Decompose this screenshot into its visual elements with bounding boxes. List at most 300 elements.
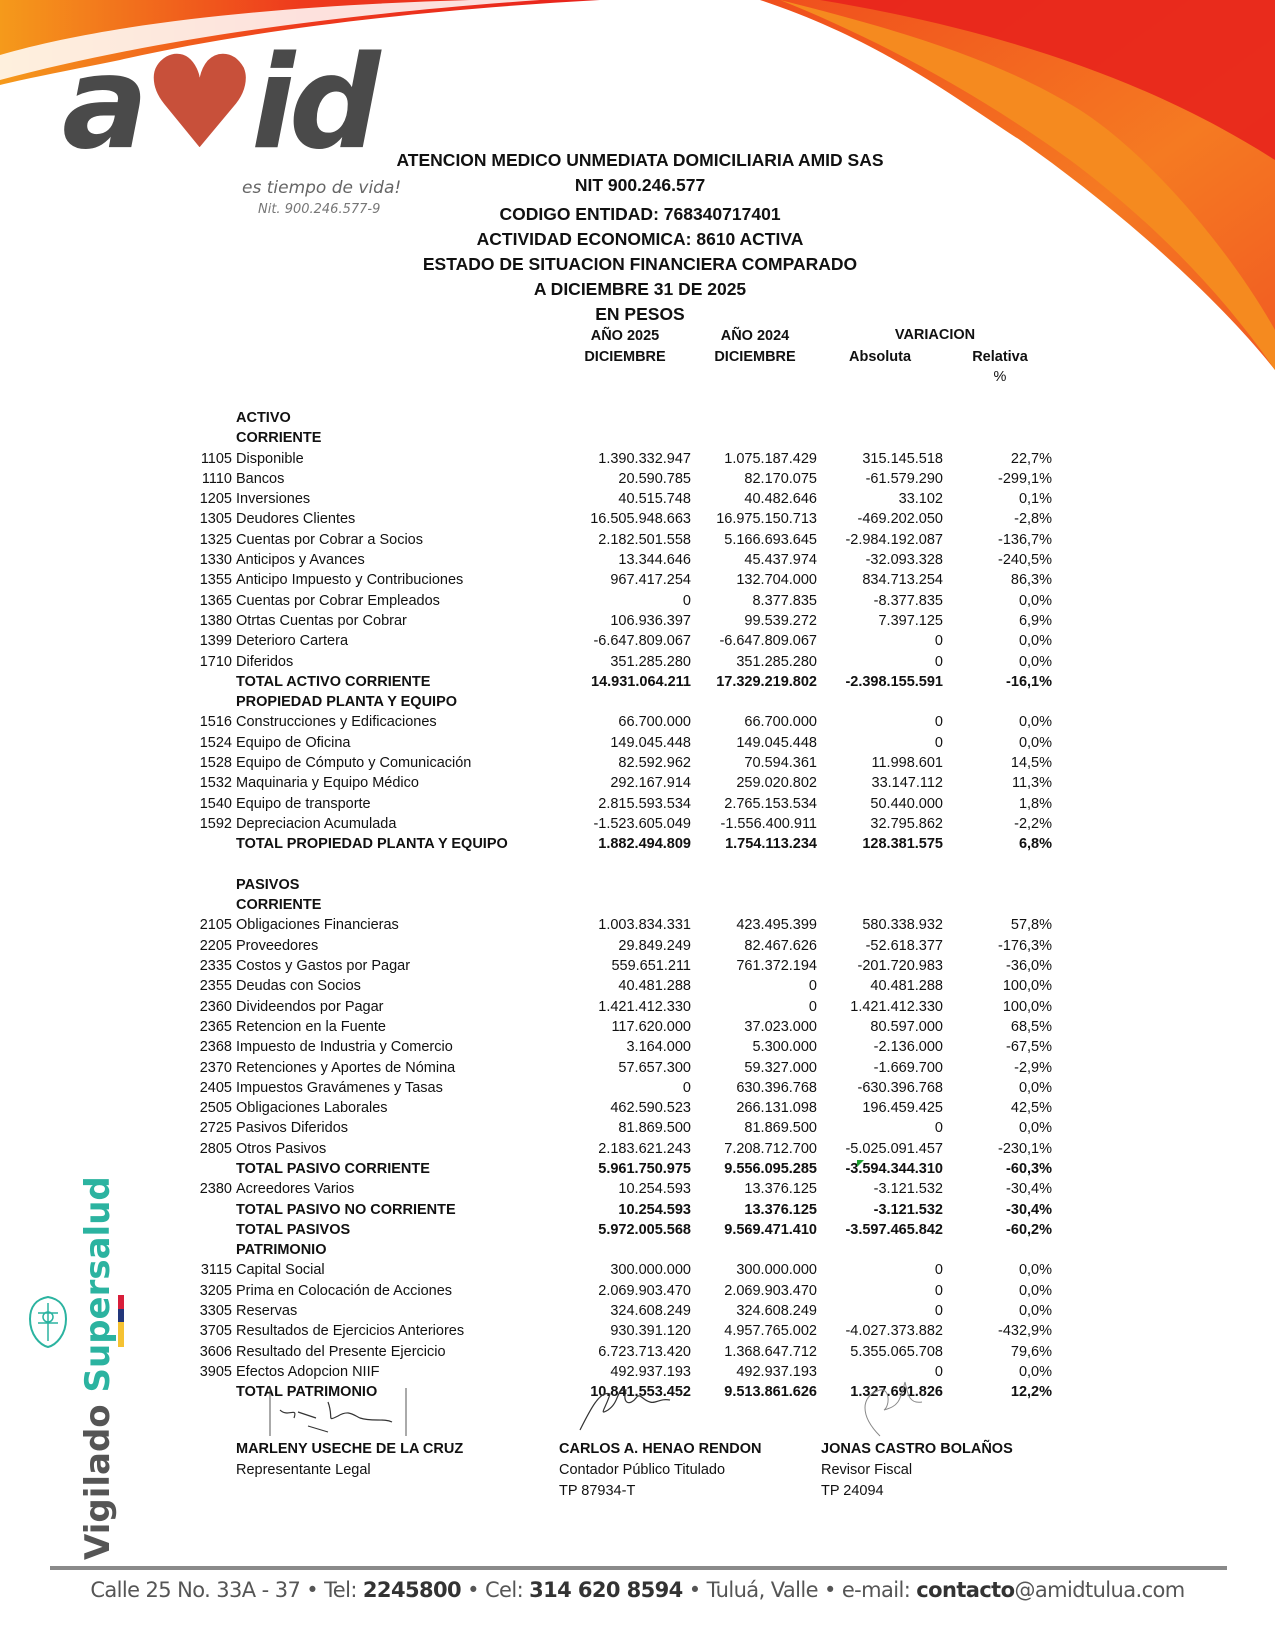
variation-absolute: -2.398.155.591 [845, 673, 943, 690]
value-2025: 292.167.914 [610, 775, 691, 792]
value-2025: -1.523.605.049 [593, 815, 691, 832]
col-header-month-2025: DICIEMBRE [584, 349, 666, 365]
variation-absolute: 0 [934, 714, 943, 731]
account-code: 1325 [199, 531, 232, 548]
account-label: CORRIENTE [236, 897, 322, 914]
account-label: Retencion en la Fuente [236, 1018, 386, 1035]
table-row [190, 936, 1055, 956]
account-label: TOTAL PATRIMONIO [236, 1384, 378, 1401]
table-row [190, 509, 1055, 529]
variation-relative: -240,5% [997, 552, 1052, 569]
signer-revisor-tp: TP 24094 [821, 1483, 884, 1499]
value-2025: 1.390.332.947 [598, 450, 691, 467]
account-label: TOTAL ACTIVOS [236, 856, 351, 873]
value-2025: 0 [682, 592, 691, 609]
variation-absolute: 7.397.125 [878, 612, 943, 629]
account-label: Impuestos Gravámenes y Tasas [236, 1079, 443, 1096]
variation-relative: -67,5% [1006, 1039, 1052, 1056]
variation-relative: -60,3% [1006, 1160, 1052, 1177]
table-row [190, 530, 1055, 550]
variation-absolute: -2.136.000 [873, 1039, 943, 1056]
value-2025: 559.651.211 [611, 958, 691, 975]
table-row [190, 1342, 1055, 1362]
variation-absolute: -630.396.768 [857, 1079, 943, 1096]
value-2024: -1.556.400.911 [720, 815, 817, 832]
footer-contact [0, 1578, 1275, 1602]
value-2025: 1.882.494.809 [598, 836, 691, 853]
variation-relative: -432,9% [997, 1323, 1052, 1340]
account-label: Resultados de Ejercicios Anteriores [236, 1323, 465, 1340]
signature-legal-rep [268, 1388, 408, 1438]
table-row [190, 794, 1055, 814]
value-2025: 10.841.553.452 [590, 1384, 691, 1401]
variation-absolute: 0 [934, 653, 943, 670]
account-code: 3705 [199, 1323, 232, 1340]
section-header-row [190, 1240, 1055, 1260]
variation-relative: 0,1% [1018, 491, 1052, 508]
variation-absolute: 40.481.288 [870, 978, 943, 995]
value-2025: 2.069.903.470 [598, 1282, 691, 1299]
account-label: Resultado del Presente Ejercicio [236, 1343, 446, 1360]
variation-relative: -30,4% [1006, 1201, 1052, 1218]
footer-cel-label: • Cel: [461, 1578, 530, 1602]
signer-contador-role: Contador Público Titulado [559, 1462, 726, 1478]
value-2024: 351.285.280 [736, 653, 817, 670]
value-2025: 967.417.254 [610, 572, 691, 589]
variation-relative: 0,0% [1018, 714, 1052, 731]
value-2024: 82.170.075 [744, 470, 817, 487]
variation-relative: 0,0% [1018, 1282, 1052, 1299]
value-2024: 70.594.361 [744, 755, 817, 772]
value-2025: 2.815.593.534 [598, 795, 691, 812]
value-2025: 117.620.000 [611, 1018, 691, 1035]
vigilado-text: Vigilado [78, 1404, 118, 1560]
value-2024: 2.765.153.534 [724, 795, 817, 812]
value-2024: 5.166.693.645 [724, 531, 817, 548]
footer-city: • Tuluá, Valle • e-mail: [682, 1578, 917, 1602]
value-2024: 149.045.448 [736, 734, 817, 751]
value-2025: 149.045.448 [610, 734, 691, 751]
account-code: 1110 [201, 470, 232, 487]
value-2024: 0 [808, 978, 817, 995]
table-row [190, 1037, 1055, 1057]
variation-relative: 0,0% [1018, 1262, 1052, 1279]
variation-absolute: 0 [934, 1282, 943, 1299]
value-2024: 99.539.272 [744, 612, 817, 629]
value-2024: 9.556.095.285 [724, 1160, 817, 1177]
value-2025: 6.723.713.420 [598, 1343, 691, 1360]
account-label: Equipo de transporte [236, 795, 371, 812]
value-2024: -6.647.809.067 [719, 633, 817, 650]
signer-legal-rep-role: Representante Legal [236, 1462, 371, 1478]
variation-absolute: -3.121.532 [873, 1181, 943, 1198]
value-2025: 40.481.288 [618, 978, 691, 995]
account-label: Otrtas Cuentas por Cobrar [236, 612, 407, 629]
table-row [190, 570, 1055, 590]
signature-revisor [850, 1376, 940, 1441]
account-label: Deudas con Socios [236, 978, 361, 995]
account-label: Cuentas por Cobrar a Socios [236, 531, 423, 548]
table-row [190, 591, 1055, 611]
company-nit: NIT 900.246.577 [574, 175, 706, 195]
value-2024: 17.329.219.802 [716, 673, 817, 690]
account-label: Anticipos y Avances [236, 552, 365, 569]
footer-address: Calle 25 No. 33A - 37 • Tel: [90, 1578, 363, 1602]
subtotal-row [190, 1200, 1055, 1220]
signer-revisor-name: JONAS CASTRO BOLAÑOS [821, 1441, 1013, 1457]
account-label: Obligaciones Financieras [236, 917, 399, 934]
table-row [190, 1017, 1055, 1037]
account-label: Pasivos Diferidos [236, 1120, 349, 1137]
value-2024: 81.869.500 [744, 1120, 817, 1137]
table-row [190, 489, 1055, 509]
coat-of-arms-icon [26, 1293, 70, 1349]
section-header-row [190, 875, 1055, 895]
account-code: 2505 [199, 1100, 232, 1117]
table-row [190, 1281, 1055, 1301]
codigo-entidad: CODIGO ENTIDAD: 768340717401 [499, 204, 781, 224]
account-label: Inversiones [236, 491, 311, 508]
variation-absolute: 0 [934, 1262, 943, 1279]
value-2024: 0 [808, 998, 817, 1015]
value-2024: 300.000.000 [736, 1262, 817, 1279]
variation-relative: 86,3% [1010, 572, 1052, 589]
value-2025: 81.869.500 [618, 1120, 691, 1137]
variation-absolute: -1.669.700 [873, 1059, 943, 1076]
value-2024: 132.704.000 [736, 572, 817, 589]
table-row [190, 1058, 1055, 1078]
supersalud-text: Supersalud [78, 1176, 118, 1393]
variation-relative: 79,6% [1010, 1343, 1052, 1360]
value-2024: 2.069.903.470 [724, 1282, 817, 1299]
table-row [190, 976, 1055, 996]
account-label: Construcciones y Edificaciones [236, 714, 437, 731]
account-label: Reservas [236, 1303, 298, 1320]
table-row [190, 1301, 1055, 1321]
variation-relative: -60,2% [1006, 1221, 1052, 1238]
signer-legal-rep-name: MARLENY USECHE DE LA CRUZ [236, 1441, 464, 1457]
value-2025: 3.164.000 [626, 1039, 691, 1056]
value-2025: 2.182.501.558 [598, 531, 691, 548]
variation-relative: -230,1% [997, 1140, 1052, 1157]
account-code: 1105 [200, 450, 232, 467]
value-2024: 423.495.399 [736, 917, 817, 934]
variation-relative: 11,3% [1011, 775, 1052, 792]
subtotal-row [190, 834, 1055, 854]
logo-nit: Nit. 900.246.577-9 [258, 202, 381, 217]
value-2025: 106.936.397 [610, 612, 691, 629]
value-2025: 40.515.748 [618, 491, 691, 508]
account-label: Capital Social [236, 1262, 325, 1279]
account-code: 1592 [199, 815, 232, 832]
footer-cel: 314 620 8594 [529, 1578, 683, 1602]
account-code: 3606 [199, 1343, 232, 1360]
variation-relative: -299,1% [997, 470, 1052, 487]
variation-relative: 57,8% [1010, 917, 1052, 934]
value-2025: 14.931.064.211 [591, 673, 691, 690]
subtotal-row [190, 1159, 1055, 1179]
value-2024: 19.083.333.036 [716, 856, 817, 873]
section-header-row [190, 428, 1055, 448]
value-2024: 1.075.187.429 [724, 450, 817, 467]
signer-contador-name: CARLOS A. HENAO RENDON [559, 1441, 762, 1457]
variation-relative: 0,0% [1018, 734, 1052, 751]
variation-relative: -2,8% [1014, 511, 1052, 528]
value-2024: 37.023.000 [744, 1018, 817, 1035]
variation-relative: -13,5% [1006, 1404, 1052, 1421]
account-code: 1528 [199, 755, 232, 772]
account-label: Bancos [236, 470, 285, 487]
value-2024: 13.376.125 [744, 1201, 817, 1218]
signature-contador [570, 1380, 680, 1435]
table-row [190, 1078, 1055, 1098]
account-label: TOTAL PASIVO NO CORRIENTE [236, 1201, 456, 1218]
variation-absolute: 1.327.691.826 [850, 1384, 943, 1401]
variation-absolute: 11.998.601 [871, 755, 943, 772]
table-row [190, 1118, 1055, 1138]
variation-relative: -136,7% [997, 531, 1052, 548]
account-code: 1205 [199, 491, 232, 508]
report-date: A DICIEMBRE 31 DE 2025 [533, 279, 747, 299]
value-2024: 266.131.098 [736, 1100, 817, 1117]
variation-relative: -2,2% [1014, 815, 1052, 832]
account-label: Deterioro Cartera [236, 633, 349, 650]
value-2025: 1.421.412.330 [598, 998, 691, 1015]
value-2025: 300.000.000 [610, 1262, 691, 1279]
account-label: PASIVOS [236, 876, 300, 893]
variation-relative: -30,4% [1006, 1181, 1052, 1198]
footer-email-user[interactable]: contacto [916, 1578, 1015, 1602]
variation-absolute: -2.266.652.484 [845, 1404, 943, 1421]
account-label: Maquinaria y Equipo Médico [236, 775, 419, 792]
table-row [190, 449, 1055, 469]
footer-email-domain[interactable]: @amidtulua.com [1014, 1578, 1185, 1602]
value-2025: 16.813.559.020 [590, 1404, 691, 1421]
table-row [190, 773, 1055, 793]
variation-absolute: 50.440.000 [870, 795, 943, 812]
account-label: Efectos Adopcion NIIF [236, 1363, 380, 1380]
variation-absolute: 0 [934, 1303, 943, 1320]
account-label: Obligaciones Laborales [236, 1100, 388, 1117]
variation-relative: 1,8% [1018, 795, 1052, 812]
account-code: 2360 [199, 998, 232, 1015]
account-label: Diferidos [236, 653, 294, 670]
variation-absolute: -469.202.050 [857, 511, 943, 528]
value-2024: 259.020.802 [736, 775, 817, 792]
value-2025: 13.344.646 [618, 552, 691, 569]
account-label: Proveedores [236, 937, 319, 954]
value-2024: 9.513.861.626 [724, 1384, 817, 1401]
account-label: Divideendos por Pagar [236, 998, 384, 1015]
value-2025: 2.183.621.243 [598, 1140, 691, 1157]
table-row [190, 611, 1055, 631]
variation-relative: 42,5% [1010, 1100, 1052, 1117]
account-code: 3905 [199, 1363, 232, 1380]
value-2025: 5.961.750.975 [598, 1160, 691, 1177]
variation-absolute: 33.102 [898, 491, 943, 508]
account-code: 1532 [199, 775, 232, 792]
table-row [190, 1139, 1055, 1159]
account-label: Disponible [236, 450, 304, 467]
variation-relative: 68,5% [1010, 1018, 1052, 1035]
value-2025: 1.003.834.331 [598, 917, 691, 934]
table-row [190, 956, 1055, 976]
value-2025: 16.505.948.663 [590, 511, 691, 528]
account-code: 3115 [200, 1262, 232, 1279]
variation-relative: -176,3% [997, 937, 1052, 954]
value-2024: 19.083.333.036 [716, 1404, 817, 1421]
value-2024: 45.437.974 [744, 552, 817, 569]
account-label: TOTAL PASIVO MAS PATRIMONIO [236, 1404, 472, 1421]
account-code: 1540 [199, 795, 232, 812]
value-2024: 492.937.193 [736, 1363, 817, 1380]
table-row [190, 997, 1055, 1017]
section-header-row [190, 408, 1055, 428]
variation-relative: -13,5% [1006, 856, 1052, 873]
report-currency: EN PESOS [595, 304, 685, 324]
account-label: Cuentas por Cobrar Empleados [236, 592, 440, 609]
col-header-relativa-unit: % [993, 369, 1007, 385]
account-label: Retenciones y Aportes de Nómina [236, 1059, 456, 1076]
value-2024: 1.368.647.712 [724, 1343, 817, 1360]
variation-absolute: 32.795.862 [870, 815, 943, 832]
variation-absolute: 80.597.000 [870, 1018, 943, 1035]
variation-absolute: 5.355.065.708 [850, 1343, 943, 1360]
variation-absolute: 196.459.425 [862, 1100, 943, 1117]
value-2024: 5.300.000 [752, 1039, 817, 1056]
account-label: PATRIMONIO [236, 1242, 327, 1259]
account-label: Anticipo Impuesto y Contribuciones [236, 572, 464, 589]
table-row [190, 753, 1055, 773]
account-code: 2405 [199, 1079, 232, 1096]
account-code: 2105 [199, 917, 232, 934]
account-code: 1380 [199, 612, 232, 629]
table-row [190, 652, 1055, 672]
value-2024: 7.208.712.700 [724, 1140, 817, 1157]
variation-absolute: 1.421.412.330 [850, 998, 943, 1015]
account-code: 2370 [199, 1059, 232, 1076]
account-label: TOTAL PASIVOS [236, 1221, 351, 1238]
value-2024: 40.482.646 [744, 491, 817, 508]
table-row [190, 1098, 1055, 1118]
logo-tagline: es tiempo de vida! [242, 178, 402, 198]
table-row [190, 712, 1055, 732]
variation-absolute: -32.093.328 [865, 552, 943, 569]
table-row [190, 915, 1055, 935]
account-code: 1305 [199, 511, 232, 528]
value-2025: 20.590.785 [618, 470, 691, 487]
col-header-year-2024: AÑO 2024 [720, 328, 790, 344]
table-row [190, 814, 1055, 834]
account-label: Deudores Clientes [236, 511, 356, 528]
variation-relative: 0,0% [1018, 1079, 1052, 1096]
report-title: ESTADO DE SITUACION FINANCIERA COMPARADO [422, 254, 858, 274]
value-2025: 324.608.249 [610, 1303, 691, 1320]
variation-relative: 22,7% [1010, 450, 1052, 467]
variation-relative: 100,0% [1002, 998, 1052, 1015]
variation-relative: 0,0% [1018, 1120, 1052, 1137]
company-name: ATENCION MEDICO UNMEDIATA DOMICILIARIA AMID SAS [396, 150, 884, 170]
value-2025: 351.285.280 [610, 653, 691, 670]
signer-contador-tp: TP 87934-T [559, 1483, 636, 1499]
value-2024: 630.396.768 [736, 1079, 817, 1096]
account-code: 2365 [199, 1018, 232, 1035]
account-code: 3305 [199, 1303, 232, 1320]
value-2024: 82.467.626 [744, 937, 817, 954]
col-header-relativa: Relativa [972, 349, 1028, 365]
value-2025: 930.391.120 [610, 1323, 691, 1340]
value-2025: 10.254.593 [618, 1181, 691, 1198]
variation-absolute: -8.377.835 [873, 592, 943, 609]
table-row [190, 631, 1055, 651]
value-2025: 0 [682, 1079, 691, 1096]
account-code: 1365 [199, 592, 232, 609]
account-code: 2368 [199, 1039, 232, 1056]
variation-relative: 14,5% [1010, 755, 1052, 772]
value-2024: 761.372.194 [736, 958, 817, 975]
logo-wordmark: a♥id [62, 29, 375, 178]
value-2024: 8.377.835 [752, 592, 817, 609]
account-label: TOTAL PASIVO CORRIENTE [236, 1160, 430, 1177]
account-code: 1399 [199, 633, 232, 650]
value-2024: 9.569.471.410 [724, 1221, 817, 1238]
variation-relative: 0,0% [1018, 633, 1052, 650]
variation-absolute: -61.579.290 [865, 470, 943, 487]
variation-relative: 0,0% [1018, 653, 1052, 670]
vigilado-supersalud-label [78, 1176, 118, 1560]
table-row [190, 1179, 1055, 1199]
variation-relative: -16,1% [1006, 673, 1052, 690]
variation-absolute: -2.269.774.016 [845, 856, 943, 873]
variation-absolute: 0 [934, 734, 943, 751]
account-label: Depreciacion Acumulada [236, 815, 397, 832]
value-2025: 66.700.000 [618, 714, 691, 731]
colombia-flag-stripe [118, 1295, 124, 1347]
footer-divider [50, 1566, 1227, 1570]
col-header-year-2025: AÑO 2025 [590, 328, 660, 344]
value-2025: 82.592.962 [618, 755, 691, 772]
variation-relative: 100,0% [1002, 978, 1052, 995]
variation-absolute: 580.338.932 [862, 917, 943, 934]
value-2024: 1.754.113.234 [725, 836, 817, 853]
variation-absolute: -5.025.091.457 [845, 1140, 943, 1157]
account-label: PROPIEDAD PLANTA Y EQUIPO [236, 694, 458, 711]
value-2025: 492.937.193 [610, 1363, 691, 1380]
account-label: Acreedores Varios [236, 1181, 355, 1198]
variation-absolute: -3.121.532 [873, 1201, 943, 1218]
value-2025: 462.590.523 [610, 1100, 691, 1117]
table-row [190, 469, 1055, 489]
account-label: Equipo de Cómputo y Comunicación [236, 755, 472, 772]
account-code: 1330 [199, 552, 232, 569]
account-label: Otros Pasivos [236, 1140, 327, 1157]
financial-statement-table [190, 408, 1055, 1423]
value-2024: 59.327.000 [744, 1059, 817, 1076]
value-2025: 10.254.593 [618, 1201, 691, 1218]
account-label: Equipo de Oficina [236, 734, 351, 751]
value-2024: 16.975.150.713 [716, 511, 817, 528]
account-label: TOTAL PROPIEDAD PLANTA Y EQUIPO [236, 836, 508, 853]
account-code: 3205 [199, 1282, 232, 1299]
account-code: 1710 [199, 653, 232, 670]
col-header-variacion: VARIACION [894, 327, 976, 343]
variation-relative: 0,0% [1018, 1303, 1052, 1320]
account-label: Prima en Colocación de Acciones [236, 1282, 453, 1299]
account-label: TOTAL ACTIVO CORRIENTE [236, 673, 431, 690]
account-label: CORRIENTE [236, 430, 322, 447]
value-2025: 29.849.249 [618, 937, 691, 954]
account-label: Impuesto de Industria y Comercio [236, 1039, 453, 1056]
